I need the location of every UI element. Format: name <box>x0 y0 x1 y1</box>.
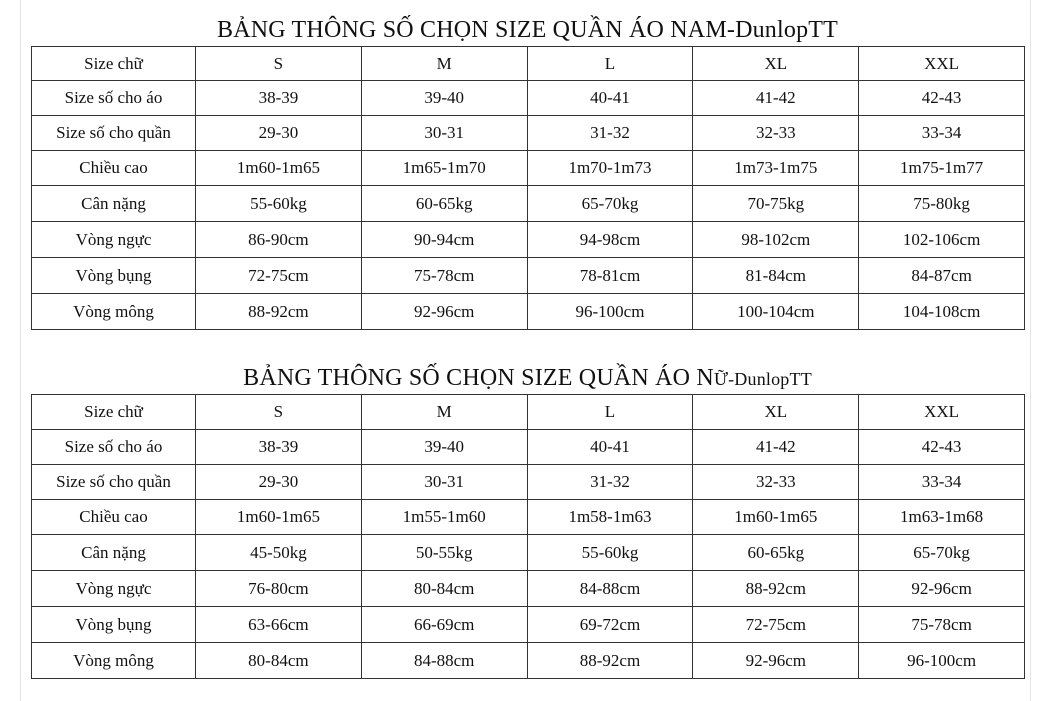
men-header-cell: M <box>361 47 527 81</box>
table-cell: 84-88cm <box>527 571 693 607</box>
table-cell: 1m58-1m63 <box>527 500 693 535</box>
men-size-table <box>31 46 1025 330</box>
table-cell: 30-31 <box>361 116 527 151</box>
women-header-cell: XXL <box>859 395 1025 430</box>
table-cell: 65-70kg <box>527 186 693 222</box>
table-cell: 65-70kg <box>859 535 1025 571</box>
row-label: Vòng mông <box>32 643 196 679</box>
table-cell: 80-84cm <box>361 571 527 607</box>
table-cell: 1m60-1m65 <box>196 151 362 186</box>
table-row <box>32 222 1025 258</box>
men-title-main: BẢNG THÔNG SỐ CHỌN SIZE QUẦN ÁO NAM- <box>216 17 736 43</box>
table-row <box>32 294 1025 330</box>
table-cell: 84-88cm <box>361 643 527 679</box>
table-cell: 33-34 <box>859 116 1025 151</box>
table-cell: 86-90cm <box>196 222 362 258</box>
table-cell: 75-80kg <box>859 186 1025 222</box>
table-cell: 92-96cm <box>693 643 859 679</box>
table-cell: 75-78cm <box>361 258 527 294</box>
table-cell: 60-65kg <box>361 186 527 222</box>
table-cell: 72-75cm <box>196 258 362 294</box>
table-cell: 78-81cm <box>527 258 693 294</box>
table-row <box>32 430 1025 465</box>
table-cell: 76-80cm <box>196 571 362 607</box>
table-cell: 100-104cm <box>693 294 859 330</box>
table-row <box>32 116 1025 151</box>
table-cell: 31-32 <box>527 116 693 151</box>
table-row <box>32 186 1025 222</box>
table-cell: 40-41 <box>527 430 693 465</box>
table-cell: 32-33 <box>693 465 859 500</box>
table-row <box>32 465 1025 500</box>
table-cell: 39-40 <box>361 430 527 465</box>
table-cell: 41-42 <box>693 81 859 116</box>
row-label: Size số cho áo <box>32 430 196 465</box>
women-header-row <box>32 395 1025 430</box>
table-cell: 88-92cm <box>527 643 693 679</box>
table-cell: 92-96cm <box>361 294 527 330</box>
table-row <box>32 535 1025 571</box>
table-cell: 63-66cm <box>196 607 362 643</box>
table-cell: 96-100cm <box>859 643 1025 679</box>
table-cell: 29-30 <box>196 465 362 500</box>
row-label: Cân nặng <box>32 186 196 222</box>
table-cell: 98-102cm <box>693 222 859 258</box>
table-row <box>32 607 1025 643</box>
table-row <box>32 571 1025 607</box>
table-cell: 90-94cm <box>361 222 527 258</box>
table-cell: 1m60-1m65 <box>196 500 362 535</box>
table-cell: 1m70-1m73 <box>527 151 693 186</box>
table-row <box>32 151 1025 186</box>
table-cell: 72-75cm <box>693 607 859 643</box>
women-header-cell: M <box>361 395 527 430</box>
table-cell: 88-92cm <box>196 294 362 330</box>
table-cell: 55-60kg <box>527 535 693 571</box>
row-label: Chiều cao <box>32 500 196 535</box>
men-size-section <box>31 14 1024 330</box>
table-cell: 32-33 <box>693 116 859 151</box>
table-cell: 45-50kg <box>196 535 362 571</box>
men-size-title <box>31 14 1024 46</box>
table-cell: 66-69cm <box>361 607 527 643</box>
men-header-cell: Size chữ <box>32 47 196 81</box>
men-header-cell: L <box>527 47 693 81</box>
table-cell: 88-92cm <box>693 571 859 607</box>
table-cell: 38-39 <box>196 430 362 465</box>
table-cell: 92-96cm <box>859 571 1025 607</box>
table-cell: 41-42 <box>693 430 859 465</box>
men-header-cell: XXL <box>859 47 1025 81</box>
table-row <box>32 500 1025 535</box>
row-label: Vòng mông <box>32 294 196 330</box>
table-cell: 1m75-1m77 <box>859 151 1025 186</box>
table-cell: 33-34 <box>859 465 1025 500</box>
men-header-row <box>32 47 1025 81</box>
page-edge-right <box>1030 0 1031 701</box>
women-header-cell: S <box>196 395 362 430</box>
row-label: Size số cho áo <box>32 81 196 116</box>
table-cell: 80-84cm <box>196 643 362 679</box>
table-cell: 31-32 <box>527 465 693 500</box>
table-cell: 1m60-1m65 <box>693 500 859 535</box>
table-cell: 75-78cm <box>859 607 1025 643</box>
table-cell: 42-43 <box>859 430 1025 465</box>
row-label: Vòng bụng <box>32 607 196 643</box>
table-row <box>32 643 1025 679</box>
table-cell: 1m63-1m68 <box>859 500 1025 535</box>
table-cell: 94-98cm <box>527 222 693 258</box>
table-cell: 50-55kg <box>361 535 527 571</box>
row-label: Cân nặng <box>32 535 196 571</box>
row-label: Vòng ngực <box>32 571 196 607</box>
row-label: Vòng bụng <box>32 258 196 294</box>
row-label: Size số cho quần <box>32 116 196 151</box>
table-cell: 1m55-1m60 <box>361 500 527 535</box>
table-cell: 42-43 <box>859 81 1025 116</box>
women-title-brand: Ữ-DunlopTT <box>713 369 812 389</box>
table-cell: 1m73-1m75 <box>693 151 859 186</box>
table-row <box>32 258 1025 294</box>
men-header-cell: S <box>196 47 362 81</box>
women-size-title <box>31 362 1024 394</box>
page-edge-left <box>20 0 21 701</box>
row-label: Size số cho quần <box>32 465 196 500</box>
men-header-cell: XL <box>693 47 859 81</box>
table-cell: 96-100cm <box>527 294 693 330</box>
row-label: Vòng ngực <box>32 222 196 258</box>
women-header-cell: XL <box>693 395 859 430</box>
table-cell: 40-41 <box>527 81 693 116</box>
table-cell: 102-106cm <box>859 222 1025 258</box>
table-cell: 1m65-1m70 <box>361 151 527 186</box>
table-cell: 69-72cm <box>527 607 693 643</box>
women-header-cell: Size chữ <box>32 395 196 430</box>
table-cell: 29-30 <box>196 116 362 151</box>
table-cell: 55-60kg <box>196 186 362 222</box>
row-label: Chiều cao <box>32 151 196 186</box>
table-cell: 70-75kg <box>693 186 859 222</box>
table-cell: 30-31 <box>361 465 527 500</box>
women-header-cell: L <box>527 395 693 430</box>
table-cell: 60-65kg <box>693 535 859 571</box>
table-cell: 104-108cm <box>859 294 1025 330</box>
table-row <box>32 81 1025 116</box>
men-title-brand: DunlopTT <box>735 17 838 43</box>
women-size-section <box>31 362 1024 679</box>
table-cell: 81-84cm <box>693 258 859 294</box>
women-title-main: BẢNG THÔNG SỐ CHỌN SIZE QUẦN ÁO N <box>243 365 714 391</box>
women-size-table <box>31 394 1025 679</box>
table-cell: 84-87cm <box>859 258 1025 294</box>
table-cell: 39-40 <box>361 81 527 116</box>
table-cell: 38-39 <box>196 81 362 116</box>
